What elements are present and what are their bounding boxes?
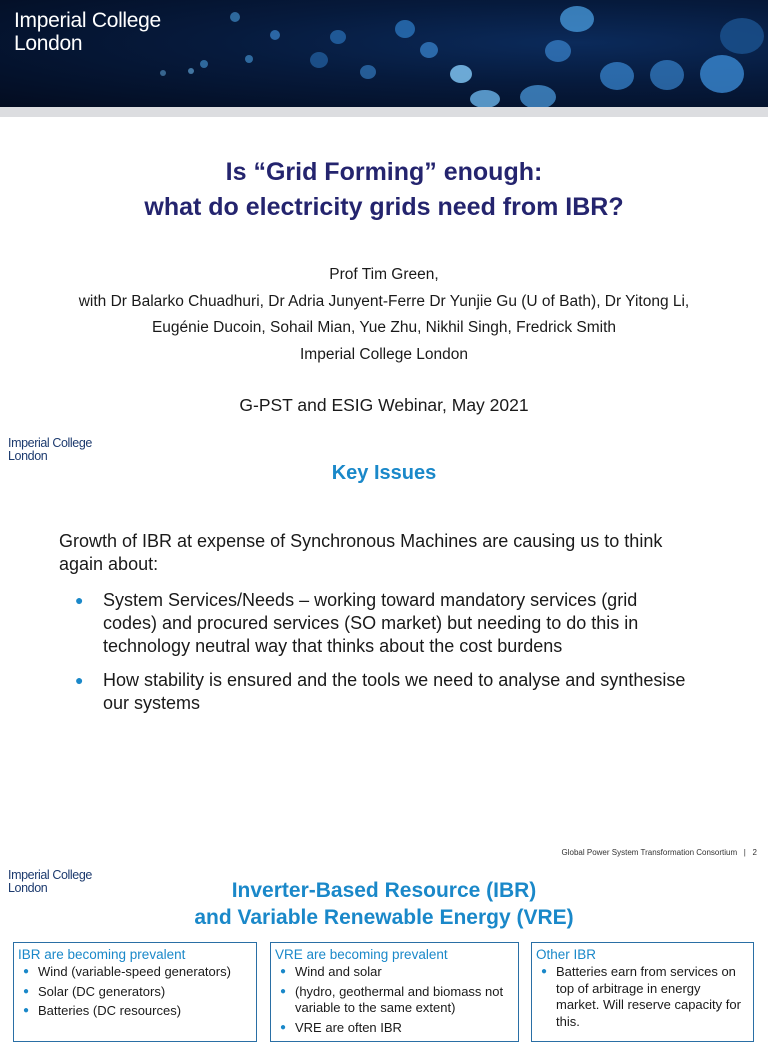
ibr-prevalent-box [13, 942, 257, 1042]
bullet-icon: ● [280, 1021, 287, 1033]
list-item: ● Wind and solar [280, 964, 382, 979]
affiliation: Imperial College London [299, 345, 469, 363]
list-item: ● Batteries (DC resources) [23, 1003, 182, 1018]
slide-title-ibr-vre: Inverter-Based Resource (IBR) and Variable Renewable Energy (VRE) [194, 879, 574, 929]
list-item: ● System Services/Needs – working toward mandatory services (grid codes) and procured services (SO market) but needing to do this in technology neutral way that thinks about the cost burdens [75, 590, 639, 656]
header-banner [0, 0, 768, 107]
intro-paragraph: Growth of IBR at expense of Synchronous Machines are causing us to think again about: [59, 531, 663, 574]
imperial-college-logo: Imperial College London [14, 9, 161, 55]
list-item: ● (hydro, geothermal and biomass not variable to the same extent) [280, 983, 504, 1015]
coauthors-line-1: with Dr Balarko Chuadhuri, Dr Adria Junyent-Ferre Dr Yunjie Gu (U of Bath), Dr Yitong Li, [78, 292, 690, 310]
vre-prevalent-box [270, 942, 519, 1042]
bullet-icon: ● [23, 1005, 30, 1016]
box-heading: VRE are becoming prevalent [275, 947, 448, 962]
presenter: Prof Tim Green, [329, 266, 439, 283]
key-issues-list [72, 589, 692, 726]
bullet-icon: ● [541, 966, 548, 977]
list-item: ● Batteries earn from services on top of arbitrage in energy market. Will reserve capacity for this. [541, 964, 741, 1029]
box-heading: IBR are becoming prevalent [18, 947, 186, 962]
coauthors-line-2: Eugénie Ducoin, Sohail Mian, Yue Zhu, Nikhil Singh, Fredrick Smith [151, 319, 617, 336]
bullet-icon: ● [75, 592, 84, 608]
slide-footer: Global Power System Transformation Consortium | 2 [561, 848, 757, 857]
imperial-college-logo-small: Imperial College London [8, 868, 92, 895]
list-item: ● VRE are often IBR [280, 1019, 402, 1035]
banner-divider [0, 107, 768, 117]
authors-block [0, 262, 768, 368]
bullet-icon: ● [280, 985, 287, 997]
list-item: ● Wind (variable-speed generators) [23, 964, 231, 979]
bullet-icon: ● [280, 966, 287, 977]
imperial-college-logo-small: Imperial College London [8, 436, 92, 463]
bullet-icon: ● [23, 966, 30, 977]
bullet-icon: ● [75, 672, 84, 688]
box-heading: Other IBR [536, 947, 597, 962]
other-ibr-box [531, 942, 754, 1042]
event-name: G-PST and ESIG Webinar, May 2021 [239, 395, 529, 415]
list-item: ● Solar (DC generators) [23, 983, 166, 999]
slide-title-key-issues: Key Issues [331, 462, 437, 484]
bullet-icon: ● [23, 985, 30, 997]
list-item: ● How stability is ensured and the tools we need to analyse and synthesise our systems [75, 670, 686, 713]
presentation-title: Is “Grid Forming” enough: what do electricity grids need from IBR? [144, 158, 624, 221]
